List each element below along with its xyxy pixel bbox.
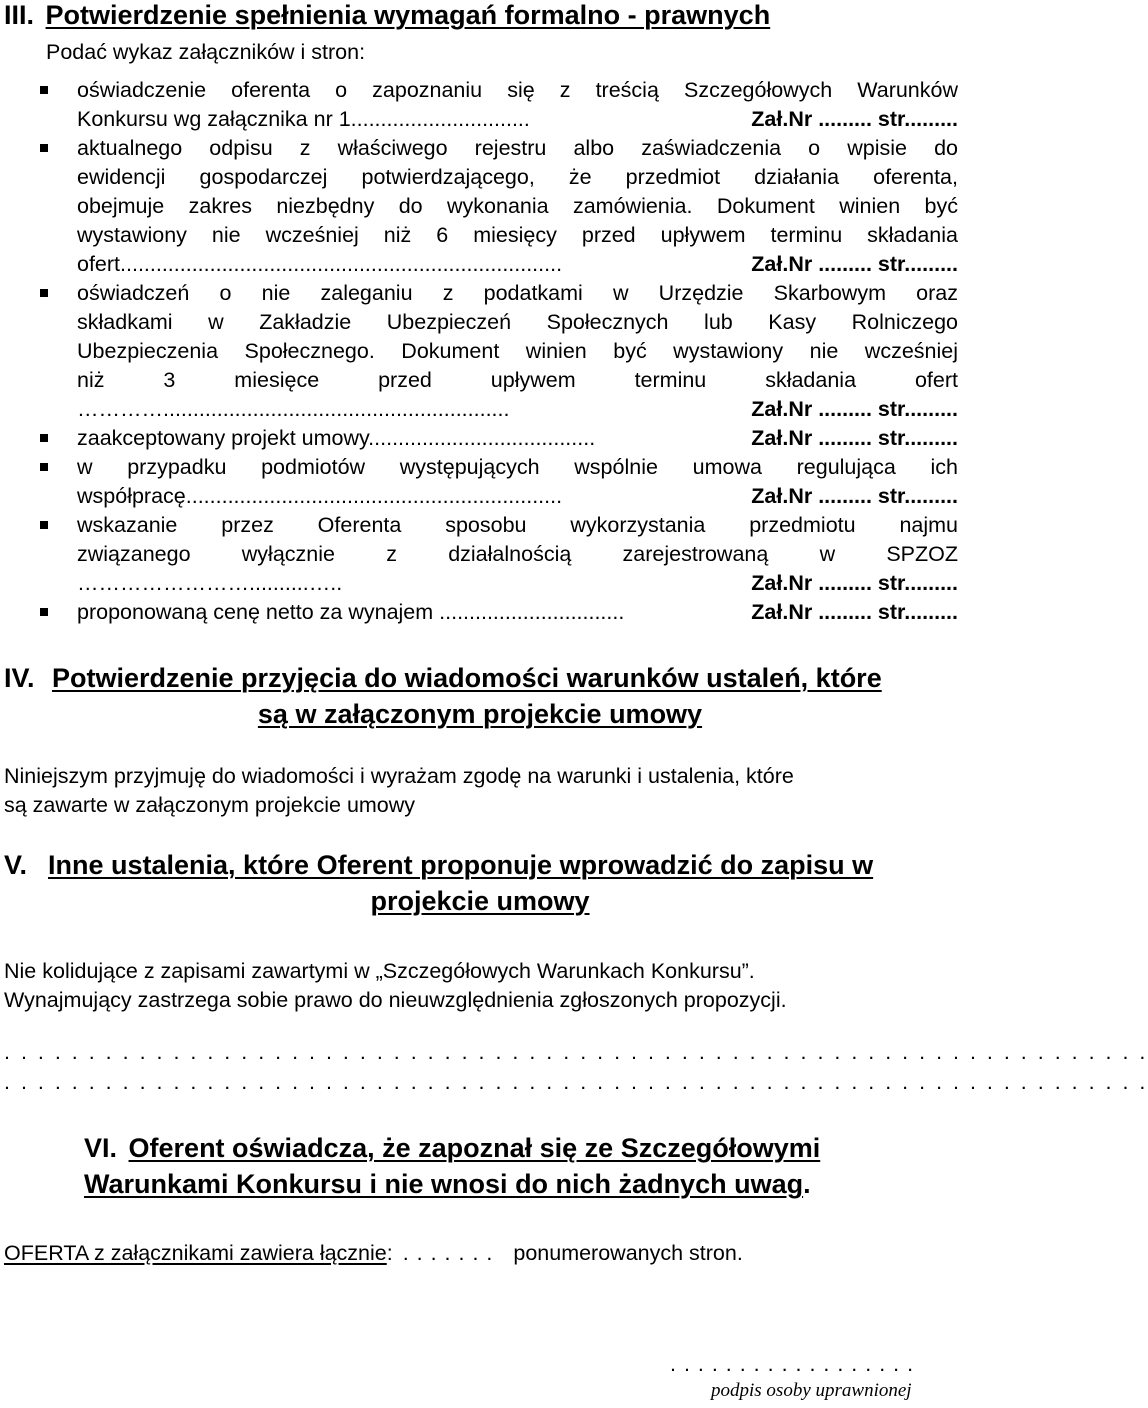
attachment-ref-placeholder: Zał.Nr ......... str.........: [751, 426, 958, 450]
signature-dots: . . . . . . . . . . . . . . . . . .: [670, 1352, 915, 1376]
attachment-tail-text: …………..........................................................: [77, 397, 510, 421]
attachment-text-line: oświadczenie oferenta o zapoznaniu się z treścią Szczegółowych Warunków: [77, 78, 958, 102]
attachment-reference-line: [77, 569, 958, 598]
attachment-reference-line: [77, 395, 958, 424]
section-5-paragraph-line-1: Nie kolidujące z zapisami zawartymi w „Szczegółowych Warunkach Konkursu”.: [4, 959, 755, 983]
section-4-paragraph-line-2: są zawarte w załączonym projekcie umowy: [4, 793, 416, 817]
section-5-paragraph-line-2: Wynajmujący zastrzega sobie prawo do nieuwzględnienia zgłoszonych propozycji.: [4, 988, 787, 1012]
bullet-icon: [40, 144, 48, 152]
section-4-number: IV.: [4, 663, 35, 693]
section-3-heading: [4, 0, 770, 33]
attachment-tail-text: Konkursu wg załącznika nr 1..............................: [77, 107, 530, 131]
oferta-colon: :: [386, 1241, 393, 1265]
attachment-ref-placeholder: Zał.Nr ......... str.........: [751, 252, 958, 276]
attachment-text-line: wystawiony nie wcześniej niż 6 miesięcy przed upływem terminu składania: [77, 223, 958, 247]
attachment-reference-line: [77, 105, 958, 134]
attachment-ref-placeholder: Zał.Nr ......... str.........: [751, 107, 958, 131]
section-3-intro: Podać wykaz załączników i stron:: [46, 40, 366, 64]
attachment-ref-placeholder: Zał.Nr ......... str.........: [751, 397, 958, 421]
attachment-item: [40, 598, 958, 627]
attachment-tail-text: proponowaną cenę netto za wynajem ...............................: [77, 600, 625, 624]
attachment-tail-text: współpracę...............................................................: [77, 484, 563, 508]
attachment-text-line: niż 3 miesięce przed upływem terminu składania ofert: [77, 368, 958, 392]
attachment-text-line: związanego wyłącznie z działalnością zarejestrowaną w SPZOZ: [77, 542, 958, 566]
attachment-reference-line: [77, 598, 958, 627]
bullet-icon: [40, 86, 48, 94]
section-5-heading: [4, 847, 958, 919]
bullet-icon: [40, 434, 48, 442]
section-4-paragraph-line-1: Niniejszym przyjmuję do wiadomości i wyrażam zgodę na warunki i ustalenia, które: [4, 764, 794, 788]
attachment-text-line: w przypadku podmiotów występujących wspólnie umowa regulująca ich: [77, 455, 958, 479]
attachment-reference-line: [77, 250, 958, 279]
section-6-title-period: .: [803, 1169, 811, 1199]
attachment-ref-placeholder: Zał.Nr ......... str.........: [751, 484, 958, 508]
section-6-heading: [84, 1130, 820, 1202]
attachments-list: [40, 76, 958, 627]
section-6-title-line-1: Oferent oświadcza, że zapoznał się ze Szczegółowymi: [128, 1133, 821, 1163]
proposal-dots-line-1: . . . . . . . . . . . . . . . . . . . . . . . . . . . . . . . . . . . . . . . . . . . . . . . . . . . . . . . . . . . . . . . . . . . .: [4, 1040, 1148, 1064]
signature-label: podpis osoby uprawnionej: [711, 1380, 912, 1401]
section-3-title: Potwierdzenie spełnienia wymagań formalno - prawnych: [45, 0, 771, 30]
attachment-item: [40, 453, 958, 511]
bullet-icon: [40, 463, 48, 471]
attachment-item: [40, 279, 958, 424]
attachment-text-line: ewidencji gospodarczej potwierdzającego, że przedmiot działania oferenta,: [77, 165, 958, 189]
page-count-statement: [4, 1239, 743, 1268]
attachment-ref-placeholder: Zał.Nr ......... str.........: [751, 571, 958, 595]
section-6-number: VI.: [84, 1133, 118, 1163]
attachment-text-line: wskazanie przez Oferenta sposobu wykorzystania przedmiotu najmu: [77, 513, 958, 537]
page-count-blank: . . . . . . .: [402, 1241, 494, 1265]
section-5-paragraph: [4, 957, 787, 1015]
attachment-reference-line: [77, 482, 958, 511]
section-4-title-line-1: Potwierdzenie przyjęcia do wiadomości warunków ustaleń, które: [52, 663, 882, 693]
attachment-text-line: obejmuje zakres niezbędny do wykonania zamówienia. Dokument winien być: [77, 194, 958, 218]
attachment-ref-placeholder: Zał.Nr ......... str.........: [751, 600, 958, 624]
section-4-paragraph: [4, 762, 794, 820]
attachment-text-line: aktualnego odpisu z właściwego rejestru albo zaświadczenia o wpisie do: [77, 136, 958, 160]
bullet-icon: [40, 289, 48, 297]
attachment-tail-text: zaakceptowany projekt umowy......................................: [77, 426, 596, 450]
attachment-text-line: składkami w Zakładzie Ubezpieczeń Społecznych lub Kasy Rolniczego: [77, 310, 958, 334]
section-4-title-line-2: są w załączonym projekcie umowy: [257, 699, 703, 729]
attachment-item: [40, 76, 958, 134]
attachment-item: [40, 511, 958, 598]
attachment-text-line: Ubezpieczenia Społecznego. Dokument winien być wystawiony nie wcześniej: [77, 339, 958, 363]
bullet-icon: [40, 608, 48, 616]
attachment-tail-text: ofert..........................................................................: [77, 252, 563, 276]
attachment-text-line: oświadczeń o nie zaleganiu z podatkami w Urzędzie Skarbowym oraz: [77, 281, 958, 305]
proposal-dots-line-2: . . . . . . . . . . . . . . . . . . . . . . . . . . . . . . . . . . . . . . . . . . . . . . . . . . . . . . . . . . . . . . . . . . . .: [4, 1070, 1148, 1094]
attachment-reference-line: [77, 424, 958, 453]
section-5-number: V.: [4, 850, 28, 880]
section-4-heading: [4, 660, 958, 732]
oferta-label: OFERTA z załącznikami zawiera łącznie: [4, 1241, 387, 1265]
section-5-title-line-1: Inne ustalenia, które Oferent proponuje wprowadzić do zapisu w: [48, 850, 874, 880]
bullet-icon: [40, 521, 48, 529]
section-6-title-line-2: Warunkami Konkursu i nie wnosi do nich żadnych uwag: [84, 1169, 804, 1199]
oferta-suffix: ponumerowanych stron.: [513, 1241, 743, 1265]
attachment-tail-text: ……………………..........…..: [77, 571, 343, 595]
section-3-number: III.: [4, 0, 35, 30]
attachment-item: [40, 134, 958, 279]
section-5-title-line-2: projekcie umowy: [370, 886, 590, 916]
attachment-item: [40, 424, 958, 453]
